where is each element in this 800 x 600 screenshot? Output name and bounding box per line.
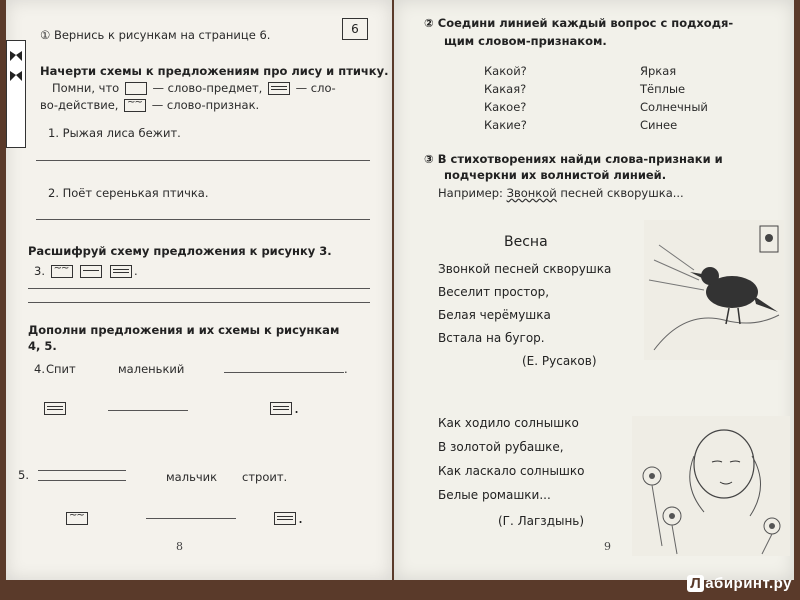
s5-word2: строит. [242,470,288,484]
poem1-title: Весна [504,234,548,250]
answer-word: Солнечный [640,100,708,114]
task2-instruction: Расшифруй схему предложения к рисунку 3. [28,244,332,258]
legend-adjective: — слово-признак. [151,98,260,112]
poem2-line: В золотой рубашке, [438,440,564,454]
answer-line [108,410,188,411]
task3-number: ③ [424,152,434,166]
legend-line-2 [40,98,259,112]
s4-word2: маленький [118,362,185,376]
page-number-right: 9 [604,540,611,553]
s5-num: 5. [18,468,29,482]
labirint-watermark [687,575,792,592]
s5-scheme-adj [64,508,90,527]
poem1-line: Звонкой песней скворушка [438,262,612,276]
adjective-scheme-icon [124,99,146,112]
verb-scheme-icon [268,82,290,95]
poem2-author: (Г. Лагздынь) [498,514,585,528]
butterfly-icon [7,49,25,89]
task2-scheme: 3. ~~ . [34,264,138,278]
answer-line [28,288,370,289]
task2-num: 3. [34,264,45,278]
question: Какое? [484,100,527,114]
task2-number: ② [424,16,434,30]
answer-line [36,219,370,220]
page-reference-box: 6 [342,18,368,40]
task3-heading [424,152,723,166]
answer-word: Яркая [640,64,677,78]
question: Какие? [484,118,527,132]
butterfly-margin-box [6,40,26,148]
adjective-scheme-icon [51,265,73,278]
poem2-line: Как ходило солнышко [438,416,579,430]
answer-line [28,302,370,303]
answer-line [38,480,126,481]
task1-instruction: Начерти схемы к предложениям про лису и птичку. [40,64,389,78]
right-page [394,0,794,580]
poem1-author: (Е. Русаков) [522,354,597,368]
noun-scheme-icon [125,82,147,95]
s5-scheme-noun: . [272,508,303,527]
legend-line-1 [52,81,336,95]
legend-prefix: Помни, что [52,81,120,95]
poem1-line: Веселит простор, [438,285,550,299]
legend-noun: — слово-предмет, [152,81,263,95]
logo-letter: Л [687,575,704,592]
noun-scheme-icon [80,265,102,278]
task2-heading [424,16,733,30]
example-rest: песней скворушка... [560,186,684,200]
s4-scheme-verb: . [268,398,299,417]
task3-text-2: подчеркни их волнистой линией. [444,168,667,182]
poem2-line: Как ласкало солнышко [438,464,585,478]
page-number-left: 8 [176,540,183,553]
s4-word1: Спит [46,362,76,376]
poem2-line: Белые ромашки... [438,488,551,502]
logo-text: абиринт.ру [705,575,792,592]
s4-scheme-noun-pair [42,398,68,417]
left-page: ① Вернись к рисункам на странице 6. 6 Начерти схемы к предложениям про лису и птичку. Помни, что — слово-предмет, — сло- во-действие, ~~ — слово-признак. 1. Рыжая лиса бежит. 2. Поёт серенькая птичка. Расшифруй схему предложения к рисунку 3. 3. ~~ . Дополни предложения и их схемы к рисункам 4, 5. 4. Спит маленький . . 5. мальчик строит. ~~ . 8 [6,0,392,580]
task1-number: ① [40,28,51,42]
sentence-2: 2. Поёт серенькая птичка. [48,186,209,200]
s4-num: 4. [34,362,45,376]
answer-word: Синее [640,118,678,132]
task1-heading [40,28,270,42]
task3-text-1: В стихотворениях найди слова-признаки и [437,152,723,166]
example-line [438,186,684,200]
legend-verb-2: во-действие, [40,98,119,112]
task3-instruction-1: Дополни предложения и их схемы к рисункам [28,323,340,337]
answer-line [146,518,236,519]
task2-text-2: щим словом-признаком. [444,34,607,48]
task3-instruction-2: 4, 5. [28,339,57,353]
s5-word1: мальчик [166,470,218,484]
starling-bird-illustration [644,220,784,360]
question: Какой? [484,64,527,78]
answer-line [38,470,126,471]
answer-line [36,160,370,161]
verb-scheme-icon [110,265,132,278]
task2-text-1: Соедини линией каждый вопрос с подходя- [437,16,734,30]
poem1-line: Встала на бугор. [438,331,545,345]
answer-line [224,372,344,373]
girl-with-daisies-illustration [632,416,790,556]
sentence-1: 1. Рыжая лиса бежит. [48,126,181,140]
question: Какая? [484,82,527,96]
task1-text: Вернись к рисункам на странице 6. [53,28,271,42]
legend-verb-1: — сло- [295,81,336,95]
answer-word: Тёплые [640,82,686,96]
poem1-line: Белая черёмушка [438,308,551,322]
example-word: Звонкой [506,186,557,200]
example-prefix: Например: [438,186,503,200]
